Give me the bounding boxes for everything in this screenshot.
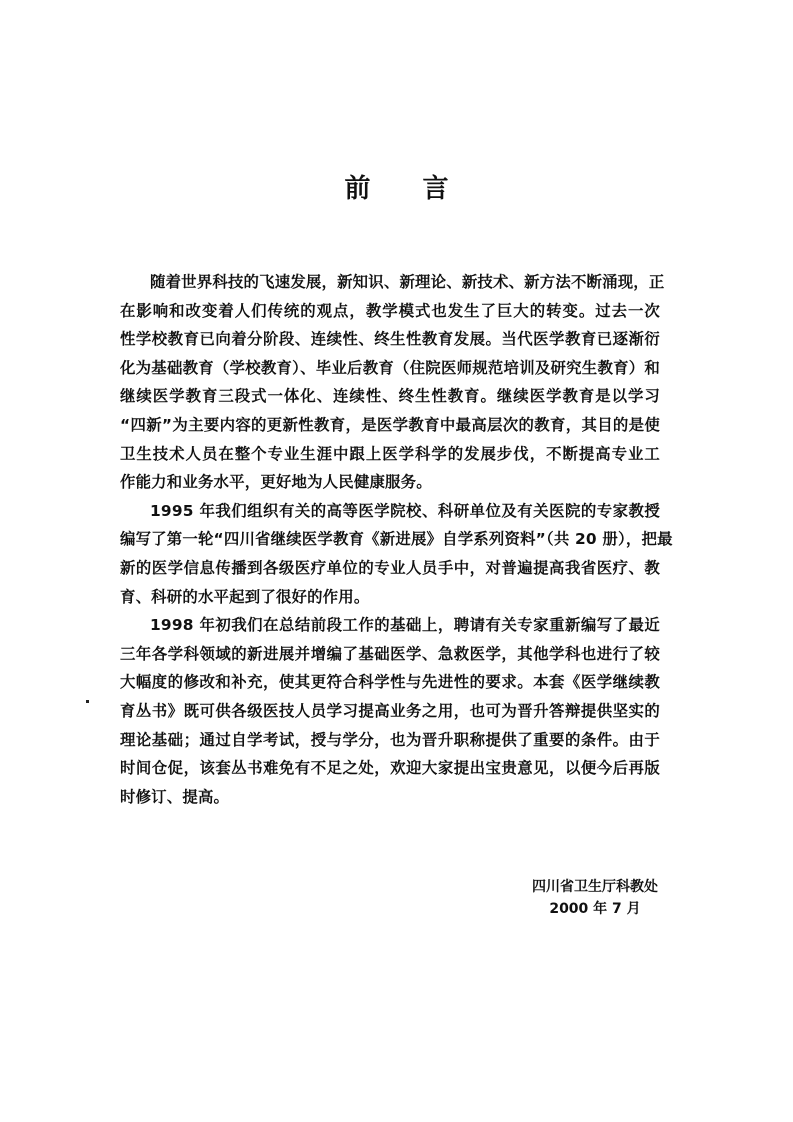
signature-organization: 四川省卫生厅科教处 <box>532 879 658 895</box>
text-line: 三年各学科领域的新进展并增编了基础医学、急救医学，其他学科也进行了较 <box>120 644 660 663</box>
signature-date: 2000 年 7 月 <box>549 901 641 917</box>
text-line: 育丛书》既可供各级医技人员学习提高业务之用，也可为晋升答辩提供坚实的 <box>120 701 660 720</box>
text-line: 性学校教育已向着分阶段、连续性、终生性教育发展。当代医学教育已逐渐衍 <box>120 330 660 349</box>
text-line: 理论基础；通过自学考试，授与学分，也为晋升职称提供了重要的条件。由于 <box>120 730 660 749</box>
text-line: 新的医学信息传播到各级医疗单位的专业人员手中，对普遍提高我省医疗、教 <box>120 558 660 577</box>
text-line: 时修订、提高。 <box>120 787 230 806</box>
text-line: 育、科研的水平起到了很好的作用。 <box>120 587 370 606</box>
text-line: “四新”为主要内容的更新性教育，是医学教育中最高层次的教育，其目的是使 <box>120 415 660 434</box>
paragraph-3 <box>120 611 660 811</box>
text-line: 时间仓促，该套丛书难免有不足之处，欢迎大家提出宝贵意见，以便今后再版 <box>120 759 660 778</box>
text-line: 卫生技术人员在整个专业生涯中跟上医学科学的发展步伐，不断提高专业工 <box>120 444 660 463</box>
text-line: 大幅度的修改和补充，使其更符合科学性与先进性的要求。本套《医学继续教 <box>120 673 660 692</box>
text-line: 1995 年我们组织有关的高等医学院校、科研单位及有关医院的专家教授 <box>150 501 660 520</box>
page-title <box>0 168 793 205</box>
text-line: 随着世界科技的飞速发展，新知识、新理论、新技术、新方法不断涌现，正 <box>150 273 665 291</box>
text-line: 继续医学教育三段式一体化、连续性、终生性教育。继续医学教育是以学习 <box>120 387 660 406</box>
scan-speck <box>86 700 89 703</box>
title-char-2: 言 <box>422 174 449 204</box>
paragraph-1 <box>120 268 665 497</box>
title-char-1: 前 <box>344 174 371 204</box>
text-line: 编写了第一轮“四川省继续医学教育《新进展》自学系列资料”（共 20 册），把最 <box>120 530 673 549</box>
signature-block <box>500 876 690 920</box>
text-line: 在影响和改变着人们传统的观点，教学模式也发生了巨大的转变。过去一次 <box>120 301 660 320</box>
text-line: 1998 年初我们在总结前段工作的基础上，聘请有关专家重新编写了最近 <box>150 616 660 635</box>
paragraph-2 <box>120 497 673 611</box>
text-line: 化为基础教育（学校教育）、毕业后教育（住院医师规范培训及研究生教育）和 <box>120 358 660 377</box>
preface-body <box>120 268 673 811</box>
text-line: 作能力和业务水平，更好地为人民健康服务。 <box>120 473 432 492</box>
